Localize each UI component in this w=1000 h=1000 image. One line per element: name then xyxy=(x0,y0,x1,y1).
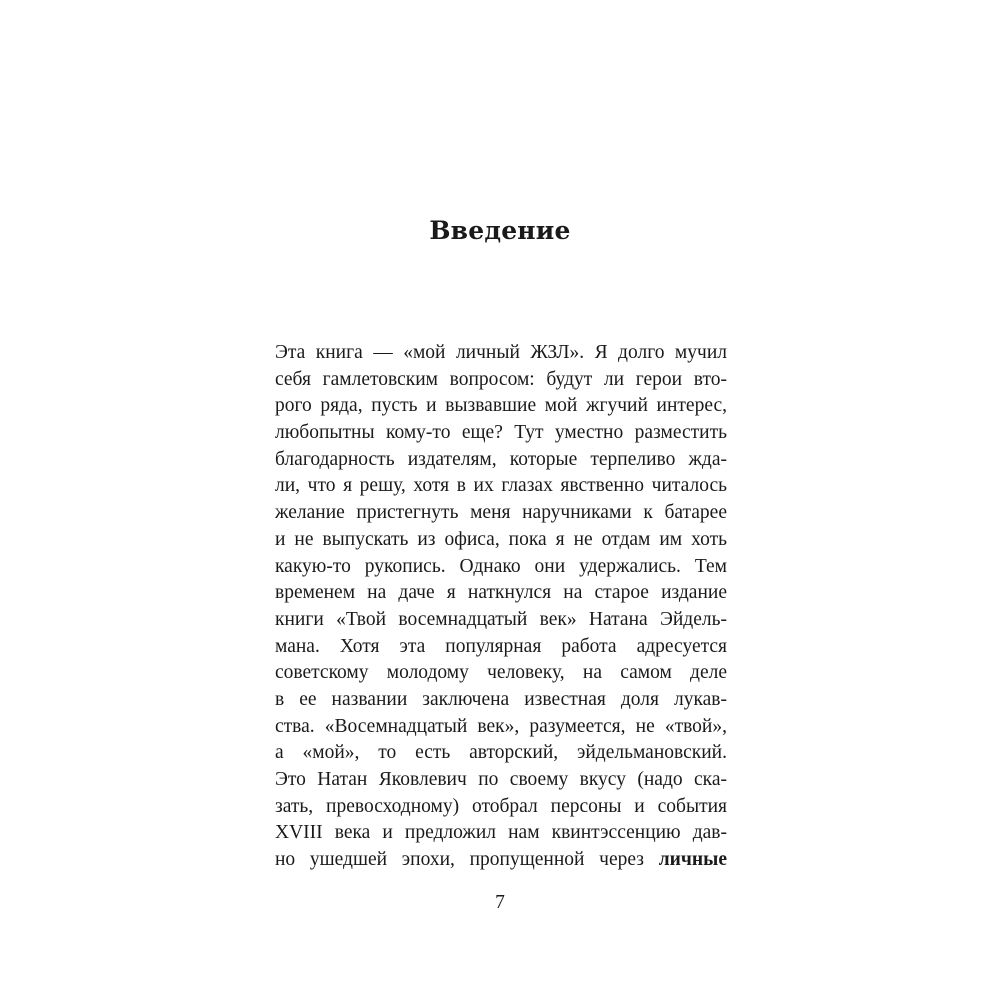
text-line: рого ряда, пусть и вызвавшие мой жгучий интерес, xyxy=(275,395,727,417)
text-line: себя гамлетовским вопросом: будут ли герои вто- xyxy=(275,368,727,390)
text-line: ства. «Восемнадцатый век», разумеется, не «твой», xyxy=(275,715,727,737)
text-line: зать, превосходному) отобрал персоны и события xyxy=(275,795,727,817)
page-number: 7 xyxy=(495,892,505,913)
text-line: любопытны кому-то еще? Тут уместно разместить xyxy=(275,422,727,444)
text-line: книги «Твой восемнадцатый век» Натана Эйдель- xyxy=(275,608,727,630)
text-line: какую-то рукопись. Однако они удержались. Тем xyxy=(275,555,727,577)
text-line: в ее названии заключена известная доля лукав- xyxy=(275,688,727,710)
text-line: Это Натан Яковлевич по своему вкусу (надо ска- xyxy=(275,769,727,790)
text-line: желание пристегнуть меня наручниками к батарее xyxy=(275,502,727,524)
text-line: Эта книга — «мой личный ЖЗЛ». Я долго мучил xyxy=(275,342,727,363)
text-line: и не выпускать из офиса, пока я не отдам им хоть xyxy=(275,528,727,550)
body-paragraph xyxy=(275,340,727,874)
bold-word: личные xyxy=(658,849,728,871)
text-line: советскому молодому человеку, на самом деле xyxy=(275,662,727,684)
text-line: мана. Хотя эта популярная работа адресуется xyxy=(275,635,727,657)
last-line-text: но ушедшей эпохи, пропущенной через xyxy=(275,849,644,871)
text-line: XVIII века и предложил нам квинтэссенцию дав- xyxy=(275,822,727,844)
text-line: а «мой», то есть авторский, эйдельмановский. xyxy=(275,742,727,764)
text-line: временем на даче я наткнулся на старое издание xyxy=(275,582,727,604)
chapter-title: Введение xyxy=(429,216,571,245)
text-line-last xyxy=(275,847,727,874)
text-line: ли, что я решу, хотя в их глазах явственно читалось xyxy=(275,475,727,497)
text-line: благодарность издателям, которые терпеливо жда- xyxy=(275,448,727,470)
